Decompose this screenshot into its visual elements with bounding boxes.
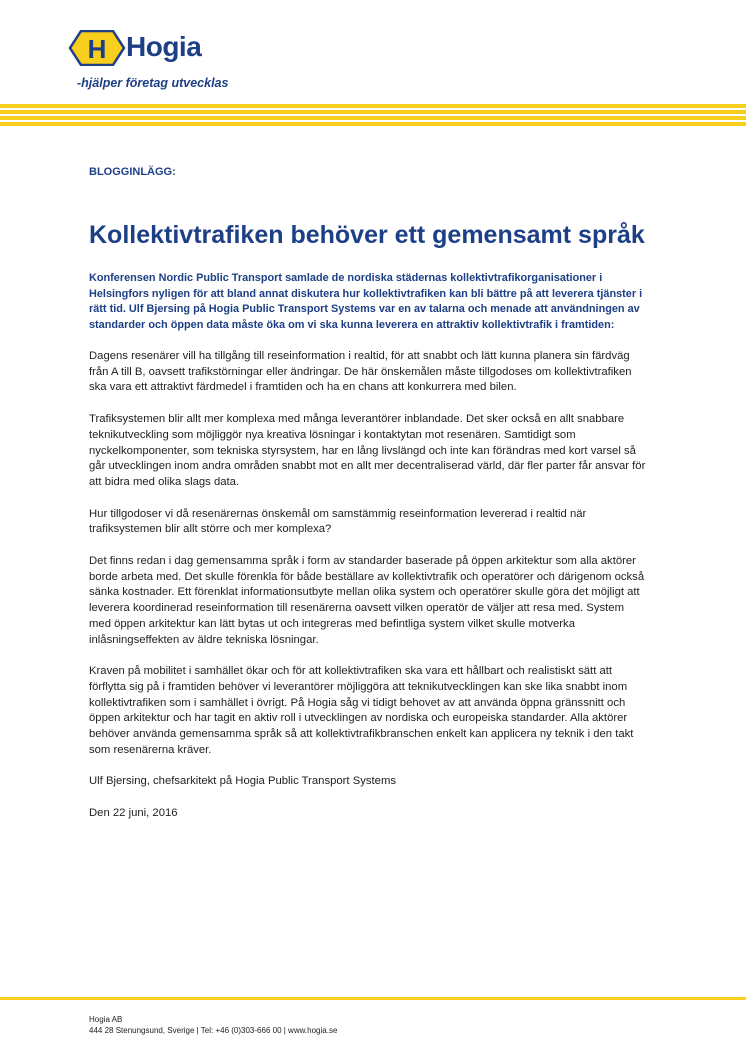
document-date: Den 22 juni, 2016 bbox=[89, 807, 178, 820]
footer-address: 444 28 Stenungsund, Sverige | Tel: +46 (0)303-666 00 | www.hogia.se bbox=[89, 1026, 338, 1035]
logo-letter: H bbox=[87, 34, 107, 64]
document-lead: Konferensen Nordic Public Transport samlade de nordiska städernas kollektivtrafikorganisationer i Helsingfors nyligen för att bland annat diskutera hur kollektivtrafiken kan bli bättre på att leverera tjänster i rätt tid. Ulf Bjersing på Hogia Public Transport Systems var en av talarna och menade att användningen av standarder och öppen data måste öka om vi ska kunna leverera en attraktiv kollektivtrafik i framtiden: bbox=[89, 272, 643, 331]
footer bbox=[89, 1014, 337, 1036]
footer-divider bbox=[0, 997, 746, 1000]
paragraph: Hur tillgodoser vi då resenärernas önskemål om samstämmig reseinformation levererad i realtid när trafiksystemen blir allt större och mer komplexa? bbox=[89, 507, 587, 536]
document-body bbox=[89, 166, 649, 822]
paragraph: Kraven på mobilitet i samhället ökar och för att kollektivtrafiken ska vara ett hållbart och realistiskt sätt att förflytta sig på i framtiden behöver vi leverantörer möjliggöra att teknikutvecklingen kan ske lika snabbt inom kollektivtrafiken som i samhället i övrigt. På Hogia såg vi tidigt behovet av att använda öppna gränssnitt och öppen arkitektur och har tagit en aktiv roll i utvecklingen av nordiska och europeiska standarder. Alla aktörer behöver använda gemensamma språk så att kollektivtrafikbranschen enkelt kan applicera ny teknik i den takt som resenärerna kräver. bbox=[89, 665, 634, 756]
paragraph: Trafiksystemen blir allt mer komplexa med många leverantörer inblandade. Det sker också en allt snabbare teknikutveckling som möjliggör nya kreativa lösningar i kontaktytan mot resenären. Samtidigt som nyckelkomponenter, som tekniska styrsystem, har en lång livslängd och inte kan förändras med kort varsel så går utvecklingen inom andra områden snabbt mot en allt mer decentraliserad värld, där fler parter får ansvar för att bidra med olika slags data. bbox=[89, 413, 646, 488]
hogia-logo-mark bbox=[68, 30, 126, 66]
hogia-logo bbox=[68, 30, 238, 66]
document-label: BLOGGINLÄGG: bbox=[89, 166, 176, 178]
paragraph: Dagens resenärer vill ha tillgång till reseinformation i realtid, för att snabbt och lätt kunna planera sin färdväg från A till B, oavsett trafikstörningar eller ändringar. De här önskemålen måste tillgodoses om kollektivtrafiken ska vara ett attraktivt färdmedel i framtiden och ha en chans att konkurrera med bilen. bbox=[89, 350, 632, 394]
footer-company: Hogia AB bbox=[89, 1015, 123, 1024]
document-headline: Kollektivtrafiken behöver ett gemensamt språk bbox=[89, 221, 645, 249]
brand-tagline: -hjälper företag utvecklas bbox=[77, 76, 229, 90]
header-stripes bbox=[0, 104, 746, 128]
paragraph: Det finns redan i dag gemensamma språk i form av standarder baserade på öppen arkitektur som alla aktörer borde arbeta med. Det skulle förenkla för både beställare av kollektivtrafik och operatörer och därigenom också sänka kostnader. Ett förenklat informationsutbyte mellan olika system och operatörer skulle göra det möjligt att leverera koordinerad reseinformation till resenärerna oavsett vilken operatör de väljer att resa med. System med öppen arkitektur kan lätt bytas ut och integreras med befintliga system vilket skulle motverka inlåsningseffekten av äldre tekniska lösningar. bbox=[89, 555, 645, 646]
brand-name: Hogia bbox=[126, 31, 202, 62]
signature: Ulf Bjersing, chefsarkitekt på Hogia Public Transport Systems bbox=[89, 775, 397, 788]
